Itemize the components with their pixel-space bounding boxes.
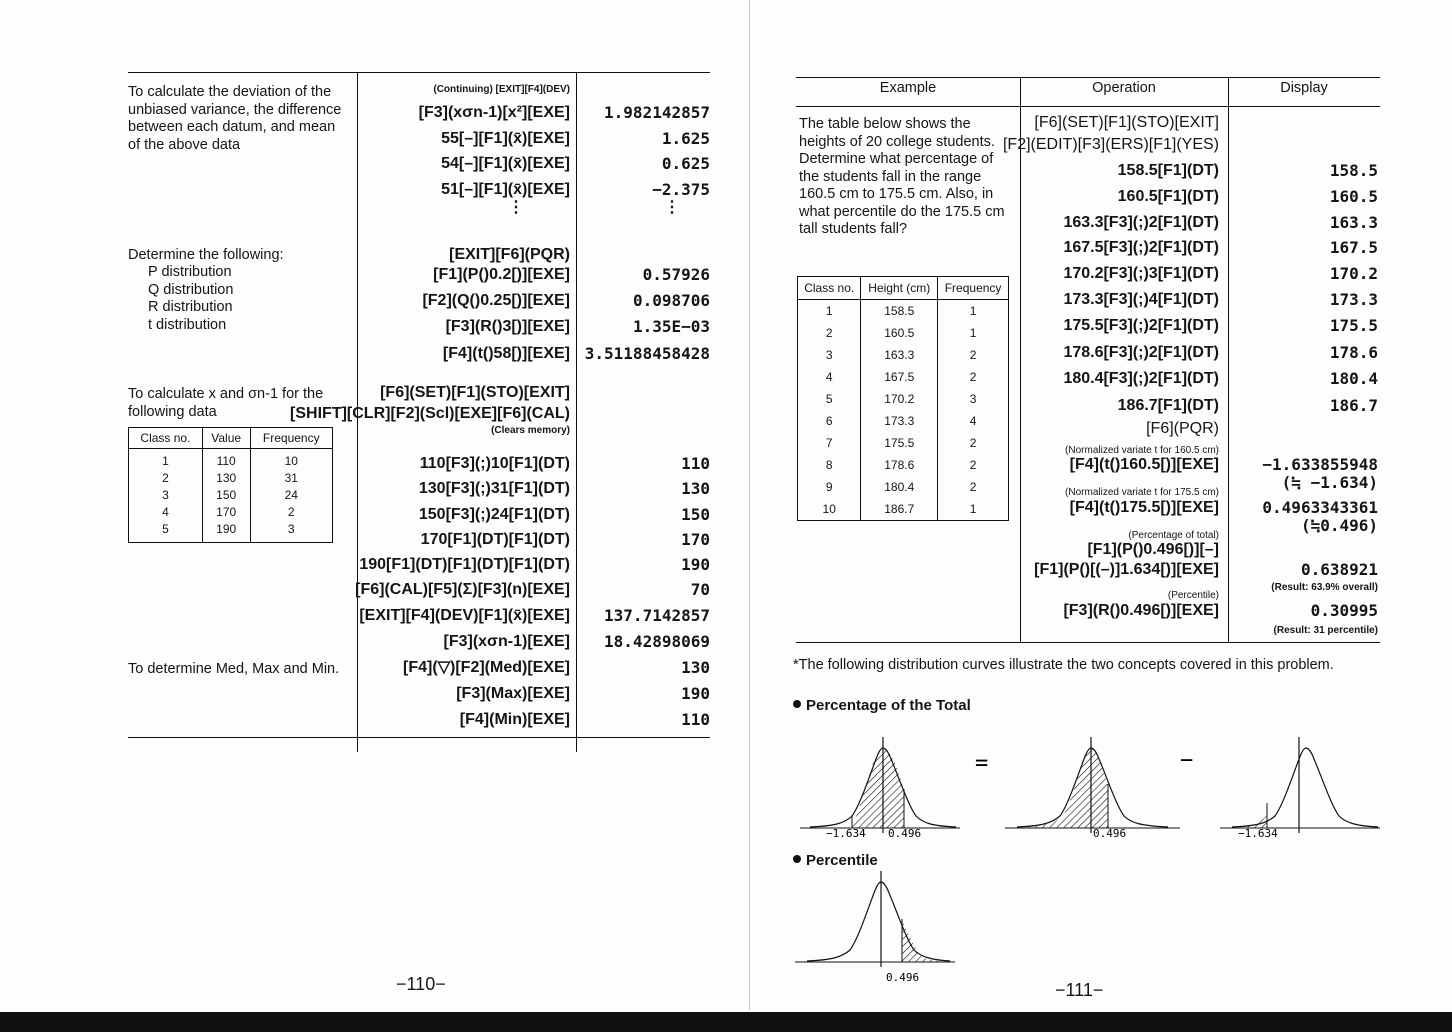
dist-item: R distribution [148,299,233,315]
key-sequence: 158.5[F1](DT) [1117,162,1219,179]
display-value: 0.57926 [642,265,710,284]
desc-determine: Determine the following: [128,247,284,263]
table-cell: 5 [129,521,203,543]
note-percentage-total: (Percentage of total) [1128,530,1219,541]
display-value: 167.5 [1329,238,1378,257]
key-sequence: [EXIT][F6](PQR) [449,246,570,263]
table-cell: 170.2 [861,388,938,410]
table-cell: 10 [250,449,333,471]
table-cell: 2 [798,322,861,344]
key-sequence: [F3](xσn-1)[x²][EXE] [418,104,570,121]
key-sequence: [F2](EDIT)[F3](ERS)[F1](YES) [1002,136,1219,153]
key-sequence: [F6](PQR) [1146,420,1219,437]
distribution-curves [780,715,1380,985]
note-normalized-160: (Normalized variate t for 160.5 cm) [1065,445,1219,456]
table-header: Height (cm) [861,277,938,300]
table-cell: 3 [798,344,861,366]
dist-item: P distribution [148,264,232,280]
key-sequence: [F6](SET)[F1](STO)[EXIT] [380,384,570,401]
table-cell: 31 [250,470,333,487]
table-cell: 4 [129,504,203,521]
display-value: 190 [681,555,710,574]
table-row [798,454,1009,476]
table-cell: 3 [938,388,1009,410]
display-value: 170.2 [1329,264,1378,283]
display-value: 178.6 [1329,343,1378,362]
key-sequence: 160.5[F1](DT) [1117,188,1219,205]
section-percentage-total [793,697,971,714]
continuation-dots: ⋮ [508,199,524,216]
display-value: 110 [681,454,710,473]
table-cell: 7 [798,432,861,454]
page-number-left: −110− [396,974,446,994]
table-cell: 2 [938,366,1009,388]
table-header-row [798,277,1009,300]
table-header: Class no. [129,428,203,449]
table-row [798,366,1009,388]
table-cell: 110 [202,449,250,471]
key-sequence: [F3](xσn-1)[EXE] [443,633,570,650]
key-sequence: [F4](t()175.5[)][EXE] [1069,499,1219,516]
key-sequence: [F4](▽)[F2](Med)[EXE] [403,659,570,676]
key-sequence: 180.4[F3](;)2[F1](DT) [1063,370,1219,387]
value-frequency-table [128,427,333,543]
table-cell: 2 [938,432,1009,454]
page-spine [749,0,750,1010]
display-value: 150 [681,505,710,524]
key-sequence: 54[–][F1](x̄)[EXE] [441,155,570,172]
key-sequence: [F3](Max)[EXE] [456,685,570,702]
table-cell: 180.4 [861,476,938,498]
table-header-row [129,428,333,449]
display-value: 0.4963343361 [1262,498,1378,517]
table-cell: 2 [129,470,203,487]
table-row [129,449,333,471]
table-cell: 1 [938,498,1009,521]
display-value: 175.5 [1329,316,1378,335]
key-sequence: [F3](R()0.496[)][EXE] [1063,602,1219,619]
table-row [798,498,1009,521]
display-value: 110 [681,710,710,729]
display-value: 173.3 [1329,290,1378,309]
display-value: 3.51188458428 [584,344,710,363]
table-cell: 170 [202,504,250,521]
key-sequence: [F3](R()3[)][EXE] [445,318,570,335]
key-sequence: [F6](CAL)[F5](Σ)[F3](n)[EXE] [355,581,570,598]
bullet-icon [793,700,801,708]
key-sequence: [F2](Q()0.25[)][EXE] [422,292,570,309]
key-sequence: 51[–][F1](x̄)[EXE] [441,181,570,198]
table-cell: 24 [250,487,333,504]
key-sequence: 173.3[F3](;)4[F1](DT) [1063,291,1219,308]
note-percentile: (Percentile) [1167,590,1219,601]
curve-label: −1.634 [1238,827,1278,840]
key-sequence: [F4](t()58[)][EXE] [442,345,570,362]
right-header-rule [796,106,1380,107]
table-row [798,300,1009,323]
curve-percentile [795,871,955,984]
key-sequence: [F1](P()0.2[)][EXE] [433,266,570,283]
table-row [798,432,1009,454]
display-value: 163.3 [1329,213,1378,232]
table-cell: 158.5 [861,300,938,323]
table-cell: 178.6 [861,454,938,476]
result-note: (Result: 31 percentile) [1273,625,1378,636]
table-header: Frequency [250,428,333,449]
example-text: The table below shows the heights of 20 college students. Determine what percentage of the students fall in the range 160.5 cm to 175.5 cm. Also, in what percentile do the 175.5 cm tall students fall? [799,116,1005,237]
display-value: 160.5 [1329,187,1378,206]
table-cell: 150 [202,487,250,504]
key-sequence: 167.5[F3](;)2[F1](DT) [1063,239,1219,256]
display-value: 180.4 [1329,369,1378,388]
left-top-rule [128,72,710,73]
key-sequence: [F4](t()160.5[)][EXE] [1069,456,1219,473]
key-sequence: [F6](SET)[F1](STO)[EXIT] [1034,114,1219,131]
table-cell: 2 [938,476,1009,498]
left-bottom-rule [128,737,710,738]
display-value: 0.098706 [632,291,710,310]
key-sequence: 170.2[F3](;)3[F1](DT) [1063,265,1219,282]
curve-label: 0.496 [888,827,922,840]
table-row [798,322,1009,344]
table-cell: 1 [938,300,1009,323]
display-value: (≒0.496) [1300,516,1378,535]
key-sequence: 150[F3](;)24[F1](DT) [418,506,570,523]
key-sequence: 175.5[F3](;)2[F1](DT) [1063,317,1219,334]
note-clears-memory: (Clears memory) [491,425,570,436]
shaded-area [1020,748,1108,828]
left-col-divider-2 [576,72,577,752]
table-cell: 1 [938,322,1009,344]
key-sequence: [EXIT][F4](DEV)[F1](x̄)[EXE] [359,607,570,624]
table-cell: 130 [202,470,250,487]
key-sequence: 55[–][F1](x̄)[EXE] [441,130,570,147]
table-cell: 175.5 [861,432,938,454]
key-sequence: [F1](P()[(–)]1.634[)][EXE] [1034,561,1219,578]
table-row [798,410,1009,432]
table-row [798,344,1009,366]
dist-list [148,264,370,334]
table-cell: 173.3 [861,410,938,432]
curve-label: −1.634 [826,827,866,840]
key-sequence: (Continuing) [EXIT][F4](DEV) [433,84,570,95]
right-col-divider-1 [1020,77,1021,642]
display-value: 1.35E−03 [632,317,710,336]
curve-upper [1005,737,1180,840]
table-cell: 3 [129,487,203,504]
table-row [129,504,333,521]
dist-item: t distribution [148,316,227,333]
table-header: Frequency [938,277,1009,300]
curve-percentage-total [800,737,960,840]
shaded-area [852,748,904,828]
header-operation: Operation [1092,80,1156,96]
table-cell: 1 [798,300,861,323]
section-title: Percentile [806,852,878,869]
display-value: 137.7142857 [604,606,710,625]
key-sequence: [SHIFT][CLR][F2](Scl)[EXE][F6](CAL) [290,405,570,422]
section-title: Percentage of the Total [806,697,971,714]
minus-sign: − [1180,748,1194,773]
desc-med-max-min: To determine Med, Max and Min. [128,661,340,677]
table-row [129,521,333,543]
scan-bottom-edge [0,1012,1452,1032]
display-value: 0.30995 [1310,601,1378,620]
key-sequence: 170[F1](DT)[F1](DT) [420,531,570,548]
table-cell: 1 [129,449,203,471]
display-value: 70 [690,580,710,599]
note-normalized-175: (Normalized variate t for 175.5 cm) [1065,487,1219,498]
normal-curve [807,882,950,961]
table-cell: 6 [798,410,861,432]
desc-deviation: To calculate the deviation of the unbiased variance, the difference between each datum, and mean of the above data [128,84,342,153]
footnote: *The following distribution curves illustrate the two concepts covered in this problem. [793,657,1334,673]
header-display: Display [1280,80,1328,96]
key-sequence: 190[F1](DT)[F1](DT)[F1](DT) [359,556,570,573]
key-sequence: 186.7[F1](DT) [1117,397,1219,414]
table-header: Class no. [798,277,861,300]
table-header: Value [202,428,250,449]
table-cell: 2 [250,504,333,521]
right-top-rule [796,77,1380,78]
header-example: Example [879,80,937,96]
display-value: 0.625 [661,154,710,173]
table-cell: 8 [798,454,861,476]
table-cell: 167.5 [861,366,938,388]
table-cell: 2 [938,344,1009,366]
display-value: (≒ −1.634) [1281,473,1378,492]
table-cell: 190 [202,521,250,543]
display-value: 1.982142857 [604,103,710,122]
key-sequence: 163.3[F3](;)2[F1](DT) [1063,214,1219,231]
display-value: −2.375 [652,180,710,199]
table-cell: 3 [250,521,333,543]
page-number-right: −111− [1055,980,1104,1000]
display-value: 0.638921 [1300,560,1378,579]
table-row [798,476,1009,498]
display-value: 1.625 [661,129,710,148]
table-cell: 9 [798,476,861,498]
equals-sign: = [975,751,989,776]
dist-item: Q distribution [148,281,234,298]
display-value: −1.633855948 [1262,455,1378,474]
key-sequence: [F1](P()0.496[)][–] [1087,541,1219,558]
table-cell: 2 [938,454,1009,476]
curve-label: 0.496 [1093,827,1127,840]
table-cell: 4 [798,366,861,388]
display-value: 158.5 [1329,161,1378,180]
right-bottom-rule [796,642,1380,643]
table-row [129,487,333,504]
table-cell: 10 [798,498,861,521]
table-cell: 163.3 [861,344,938,366]
normal-curve [1232,748,1378,827]
display-value: 170 [681,530,710,549]
continuation-dots: ⋮ [664,199,680,216]
key-sequence: 178.6[F3](;)2[F1](DT) [1063,344,1219,361]
display-value: 130 [681,479,710,498]
table-row [129,470,333,487]
curve-lower [1220,737,1380,840]
display-value: 130 [681,658,710,677]
key-sequence: 110[F3](;)10[F1](DT) [419,455,570,472]
result-note: (Result: 63.9% overall) [1271,582,1378,593]
key-sequence: 130[F3](;)31[F1](DT) [418,480,570,497]
desc-x-sigma: To calculate x and σn-1 for the following data [128,386,324,420]
display-value: 190 [681,684,710,703]
table-cell: 186.7 [861,498,938,521]
table-row [798,388,1009,410]
key-sequence: [F4](Min)[EXE] [459,711,570,728]
table-cell: 5 [798,388,861,410]
height-frequency-table [797,276,1009,521]
curve-label: 0.496 [886,971,920,984]
table-cell: 4 [938,410,1009,432]
display-value: 18.42898069 [604,632,710,651]
table-cell: 160.5 [861,322,938,344]
right-col-divider-2 [1228,77,1229,642]
display-value: 186.7 [1329,396,1378,415]
